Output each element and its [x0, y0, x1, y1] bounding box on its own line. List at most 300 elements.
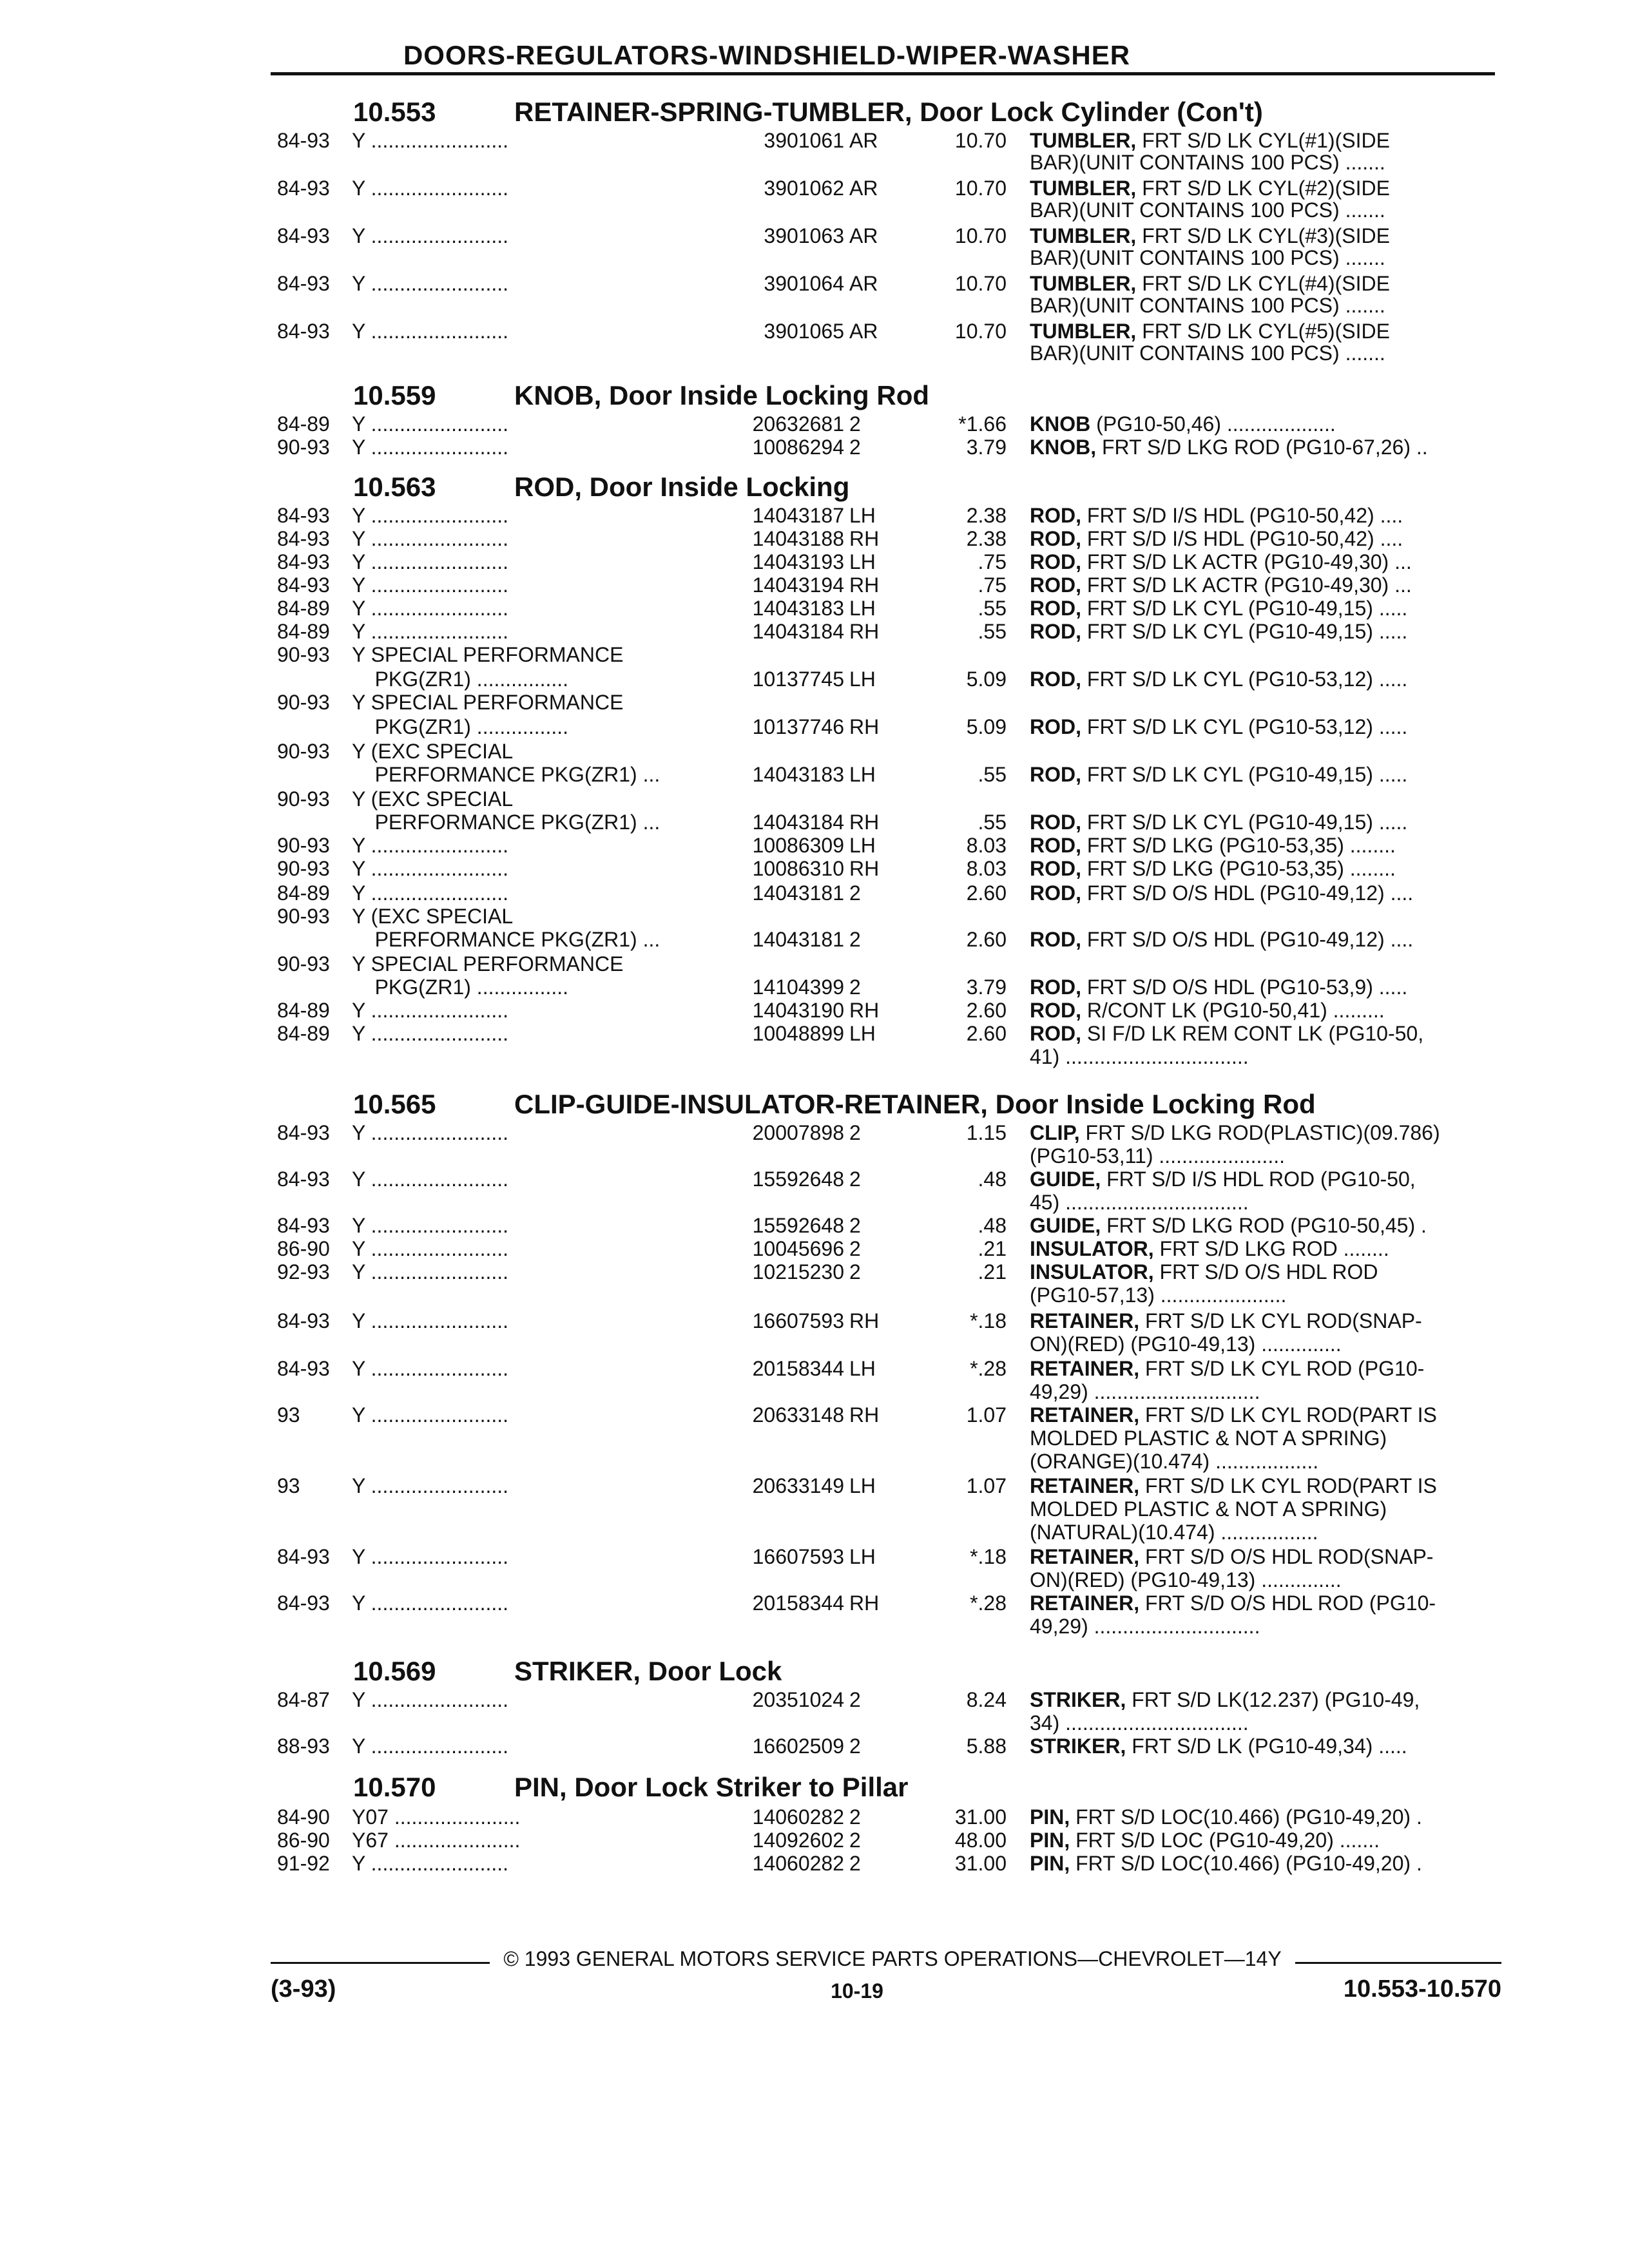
- part-description: [1030, 1237, 1500, 1261]
- part-description: [1030, 1022, 1500, 1046]
- part-description: [1030, 1121, 1500, 1145]
- model-applicability: Y ........................: [352, 436, 509, 459]
- description-text: FRT S/D LK(12.237) (PG10-49,: [1126, 1688, 1420, 1711]
- description-text: R/CONT LK (PG10-50,41) .........: [1081, 999, 1385, 1022]
- table-row: [0, 715, 1629, 741]
- quantity: 2: [849, 436, 861, 459]
- table-row: [0, 294, 1629, 320]
- description-keyword: STRIKER,: [1030, 1688, 1126, 1711]
- part-description: [1030, 504, 1500, 528]
- part-number: 14043183: [752, 597, 844, 620]
- model-years: 93: [277, 1474, 300, 1497]
- model-applicability: Y ........................: [352, 1591, 509, 1615]
- model-applicability: Y ........................: [352, 224, 509, 247]
- table-row: [0, 1497, 1629, 1523]
- table-row: [0, 1545, 1629, 1571]
- model-applicability: Y SPECIAL PERFORMANCE: [352, 691, 624, 714]
- part-description: [1030, 1450, 1500, 1474]
- description-text: FRT S/D O/S HDL ROD: [1153, 1260, 1378, 1283]
- list-price: 10.70: [954, 177, 1007, 200]
- description-keyword: CLIP,: [1030, 1121, 1080, 1144]
- quantity: RH: [849, 857, 880, 880]
- table-row: [0, 881, 1629, 907]
- part-number: 14043188: [752, 527, 844, 550]
- model-years: 84-93: [277, 550, 330, 573]
- list-price: .48: [978, 1214, 1007, 1237]
- quantity: LH: [849, 1474, 876, 1497]
- part-description: [1030, 550, 1500, 574]
- list-price: 5.09: [966, 715, 1007, 738]
- list-price: 1.15: [966, 1121, 1007, 1144]
- part-description: [1030, 527, 1500, 551]
- quantity: 2: [849, 1237, 861, 1260]
- description-keyword: ROD,: [1030, 550, 1081, 573]
- model-years: 84-89: [277, 620, 330, 643]
- part-description: [1030, 436, 1500, 459]
- description-keyword: RETAINER,: [1030, 1474, 1140, 1497]
- quantity: RH: [849, 527, 880, 550]
- table-row: [0, 550, 1629, 576]
- model-years: 84-93: [277, 1545, 330, 1568]
- model-applicability: Y ........................: [352, 1852, 509, 1875]
- table-row: [0, 1688, 1629, 1714]
- list-price: *.28: [970, 1591, 1007, 1615]
- description-keyword: TUMBLER,: [1030, 177, 1137, 200]
- part-number: 14043181: [752, 881, 844, 905]
- part-number: 20158344: [752, 1591, 844, 1615]
- model-applicability: Y07 ......................: [352, 1805, 521, 1829]
- part-description: [1030, 811, 1500, 834]
- table-row: [0, 1568, 1629, 1594]
- model-years: 84-89: [277, 881, 330, 905]
- description-text: FRT S/D LK CYL (PG10-53,12) .....: [1081, 715, 1408, 738]
- model-applicability: Y ........................: [352, 177, 509, 200]
- model-applicability: Y SPECIAL PERFORMANCE: [352, 643, 624, 666]
- table-row: [0, 1309, 1629, 1335]
- description-keyword: RETAINER,: [1030, 1591, 1140, 1615]
- part-description: [1030, 834, 1500, 858]
- list-price: 3.79: [966, 436, 1007, 459]
- part-number: 14043183: [752, 763, 844, 786]
- table-row: [0, 1332, 1629, 1358]
- quantity: 2: [849, 1735, 861, 1758]
- table-row: [0, 1214, 1629, 1240]
- model-years: 84-93: [277, 527, 330, 550]
- table-row: [0, 811, 1629, 836]
- description-keyword: ROD,: [1030, 763, 1081, 786]
- quantity: LH: [849, 504, 876, 527]
- part-number: 3901061: [764, 129, 844, 152]
- model-applicability: PKG(ZR1) ................: [352, 715, 569, 738]
- quantity: 2: [849, 1260, 861, 1283]
- quantity: RH: [849, 715, 880, 738]
- model-applicability: Y ........................: [352, 1260, 509, 1283]
- part-description: [1030, 1568, 1500, 1592]
- list-price: *.18: [970, 1545, 1007, 1568]
- quantity: RH: [849, 620, 880, 643]
- list-price: .55: [978, 811, 1007, 834]
- part-description: [1030, 1497, 1500, 1521]
- part-description: [1030, 975, 1500, 999]
- part-description: [1030, 881, 1500, 905]
- description-text: FRT S/D O/S HDL (PG10-49,12) ....: [1081, 928, 1414, 951]
- page-title: DOORS-REGULATORS-WINDSHIELD-WIPER-WASHER: [403, 40, 1131, 70]
- description-keyword: ROD,: [1030, 527, 1081, 550]
- section-heading: [353, 472, 849, 503]
- part-description: [1030, 1332, 1500, 1356]
- part-number: 3901064: [764, 272, 844, 295]
- description-text: 49,29) .............................: [1030, 1615, 1260, 1638]
- table-row: [0, 198, 1629, 224]
- description-text: FRT S/D LKG (PG10-53,35) ........: [1081, 834, 1396, 857]
- list-price: 10.70: [954, 129, 1007, 152]
- list-price: 10.70: [954, 224, 1007, 247]
- quantity: LH: [849, 834, 876, 857]
- model-applicability: Y ........................: [352, 1309, 509, 1332]
- description-text: FRT S/D LKG ROD (PG10-50,45) .: [1101, 1214, 1427, 1237]
- model-applicability: Y SPECIAL PERFORMANCE: [352, 952, 624, 975]
- quantity: LH: [849, 763, 876, 786]
- part-number: 16602509: [752, 1735, 844, 1758]
- model-years: 84-89: [277, 1022, 330, 1045]
- model-applicability: Y ........................: [352, 129, 509, 152]
- description-text: FRT S/D LK CYL ROD(PART IS: [1139, 1403, 1437, 1427]
- part-number: 20633149: [752, 1474, 844, 1497]
- model-applicability: Y (EXC SPECIAL: [352, 740, 514, 763]
- quantity: 2: [849, 1688, 861, 1711]
- part-number: 3901062: [764, 177, 844, 200]
- description-text: FRT S/D LK ACTR (PG10-49,30) ...: [1081, 550, 1412, 573]
- part-number: 20633148: [752, 1403, 844, 1427]
- description-text: FRT S/D O/S HDL (PG10-49,12) ....: [1081, 881, 1414, 905]
- model-years: 90-93: [277, 436, 330, 459]
- description-text: FRT S/D LKG ROD ........: [1153, 1237, 1389, 1260]
- part-description: [1030, 763, 1500, 787]
- part-number: 14060282: [752, 1852, 844, 1875]
- description-text: (ORANGE)(10.474) ..................: [1030, 1450, 1319, 1473]
- footer-rule-right: [1295, 1962, 1501, 1964]
- table-row: [0, 763, 1629, 789]
- table-row: [0, 668, 1629, 693]
- table-row: [0, 1191, 1629, 1216]
- model-years: 84-87: [277, 1688, 330, 1711]
- table-row: [0, 975, 1629, 1001]
- model-years: 84-93: [277, 1309, 330, 1332]
- quantity: AR: [849, 272, 878, 295]
- quantity: RH: [849, 999, 880, 1022]
- table-row: [0, 620, 1629, 646]
- description-keyword: ROD,: [1030, 668, 1081, 691]
- section-title: ROD, Door Inside Locking: [514, 472, 850, 502]
- part-number: 16607593: [752, 1309, 844, 1332]
- part-description: [1030, 1852, 1500, 1876]
- description-keyword: RETAINER,: [1030, 1545, 1140, 1568]
- part-description: [1030, 999, 1500, 1023]
- description-keyword: TUMBLER,: [1030, 224, 1137, 247]
- section-number: 10.569: [353, 1656, 436, 1686]
- description-keyword: ROD,: [1030, 928, 1081, 951]
- description-keyword: TUMBLER,: [1030, 320, 1137, 343]
- model-years: 86-90: [277, 1237, 330, 1260]
- part-description: [1030, 928, 1500, 952]
- model-years: 84-93: [277, 177, 330, 200]
- list-price: 8.24: [966, 1688, 1007, 1711]
- table-row: [0, 952, 1629, 978]
- model-years: 90-93: [277, 857, 330, 880]
- part-description: [1030, 341, 1500, 365]
- quantity: AR: [849, 177, 878, 200]
- model-applicability: Y (EXC SPECIAL: [352, 787, 514, 811]
- table-row: [0, 1283, 1629, 1309]
- list-price: 1.07: [966, 1403, 1007, 1427]
- part-description: [1030, 246, 1500, 270]
- model-applicability: PKG(ZR1) ................: [352, 668, 569, 691]
- model-applicability: Y ........................: [352, 1168, 509, 1191]
- model-applicability: Y ........................: [352, 597, 509, 620]
- part-description: [1030, 620, 1500, 644]
- description-text: 45) ................................: [1030, 1191, 1249, 1214]
- table-row: [0, 1521, 1629, 1546]
- model-applicability: Y (EXC SPECIAL: [352, 905, 514, 928]
- list-price: .75: [978, 573, 1007, 597]
- section-heading: [353, 380, 929, 411]
- quantity: 2: [849, 975, 861, 999]
- table-row: [0, 1260, 1629, 1286]
- description-text: FRT S/D LK CYL ROD (PG10-: [1139, 1357, 1425, 1380]
- list-price: 1.07: [966, 1474, 1007, 1497]
- section-number: 10.559: [353, 380, 436, 410]
- part-number: 20632681: [752, 412, 844, 436]
- footer-page-number: 10-19: [831, 1979, 883, 2003]
- table-row: [0, 1022, 1629, 1048]
- list-price: 2.38: [966, 527, 1007, 550]
- description-text: FRT S/D LKG ROD(PLASTIC)(09.786): [1079, 1121, 1440, 1144]
- model-applicability: PERFORMANCE PKG(ZR1) ...: [352, 763, 660, 786]
- table-row: [0, 999, 1629, 1024]
- description-text: FRT S/D LK CYL (PG10-53,12) .....: [1081, 668, 1408, 691]
- list-price: .75: [978, 550, 1007, 573]
- description-text: FRT S/D LK CYL (PG10-49,15) .....: [1081, 811, 1408, 834]
- part-description: [1030, 1283, 1500, 1307]
- description-keyword: PIN,: [1030, 1829, 1070, 1852]
- table-row: [0, 1735, 1629, 1760]
- part-description: [1030, 1357, 1500, 1381]
- description-text: FRT S/D LK CYL ROD(PART IS: [1139, 1474, 1437, 1497]
- quantity: RH: [849, 1591, 880, 1615]
- table-row: [0, 1829, 1629, 1854]
- list-price: 5.88: [966, 1735, 1007, 1758]
- part-number: 3901063: [764, 224, 844, 247]
- part-description: [1030, 1615, 1500, 1639]
- description-keyword: ROD,: [1030, 975, 1081, 999]
- section-number: 10.565: [353, 1089, 436, 1119]
- part-description: [1030, 272, 1500, 296]
- model-years: 90-93: [277, 834, 330, 857]
- list-price: .48: [978, 1168, 1007, 1191]
- part-description: [1030, 1735, 1500, 1758]
- section-number: 10.570: [353, 1772, 436, 1802]
- model-applicability: Y ........................: [352, 1735, 509, 1758]
- part-description: [1030, 1427, 1500, 1450]
- description-keyword: ROD,: [1030, 857, 1081, 880]
- description-text: FRT S/D O/S HDL ROD(SNAP-: [1139, 1545, 1434, 1568]
- list-price: 48.00: [954, 1829, 1007, 1852]
- table-row: [0, 1168, 1629, 1193]
- part-description: [1030, 1711, 1500, 1735]
- description-keyword: ROD,: [1030, 620, 1081, 643]
- section-title: CLIP-GUIDE-INSULATOR-RETAINER, Door Inside Locking Rod: [514, 1089, 1316, 1119]
- description-keyword: ROD,: [1030, 1022, 1081, 1045]
- model-years: 84-89: [277, 597, 330, 620]
- table-row: [0, 1615, 1629, 1640]
- list-price: 5.09: [966, 668, 1007, 691]
- quantity: 2: [849, 928, 861, 951]
- part-number: 10137745: [752, 668, 844, 691]
- model-years: 90-93: [277, 787, 330, 811]
- model-years: 84-93: [277, 504, 330, 527]
- part-number: 10086294: [752, 436, 844, 459]
- model-years: 84-93: [277, 320, 330, 343]
- model-applicability: Y ........................: [352, 857, 509, 880]
- description-keyword: ROD,: [1030, 881, 1081, 905]
- model-applicability: Y ........................: [352, 1545, 509, 1568]
- description-text: SI F/D LK REM CONT LK (PG10-50,: [1081, 1022, 1424, 1045]
- description-text: FRT S/D LK CYL(#5)(SIDE: [1136, 320, 1390, 343]
- table-row: [0, 246, 1629, 272]
- table-row: [0, 151, 1629, 177]
- description-keyword: GUIDE,: [1030, 1214, 1101, 1237]
- section-heading: [353, 1772, 908, 1803]
- part-description: [1030, 715, 1500, 739]
- list-price: .55: [978, 763, 1007, 786]
- description-keyword: ROD,: [1030, 811, 1081, 834]
- quantity: AR: [849, 320, 878, 343]
- model-applicability: Y ........................: [352, 1357, 509, 1380]
- description-text: FRT S/D LK CYL (PG10-49,15) .....: [1081, 763, 1408, 786]
- list-price: 2.60: [966, 928, 1007, 951]
- model-years: 84-89: [277, 999, 330, 1022]
- part-description: [1030, 1045, 1500, 1069]
- description-text: BAR)(UNIT CONTAINS 100 PCS) .......: [1030, 246, 1385, 269]
- model-applicability: Y ........................: [352, 573, 509, 597]
- part-description: [1030, 1474, 1500, 1498]
- section-title: STRIKER, Door Lock: [514, 1656, 782, 1686]
- description-text: 49,29) .............................: [1030, 1380, 1260, 1403]
- table-row: [0, 857, 1629, 883]
- part-number: 10137746: [752, 715, 844, 738]
- description-text: FRT S/D O/S HDL ROD (PG10-: [1139, 1591, 1436, 1615]
- model-applicability: Y ........................: [352, 1688, 509, 1711]
- description-keyword: ROD,: [1030, 573, 1081, 597]
- part-number: 14104399: [752, 975, 844, 999]
- model-years: 84-93: [277, 1168, 330, 1191]
- part-description: [1030, 668, 1500, 691]
- table-row: [0, 1427, 1629, 1452]
- part-number: 10086309: [752, 834, 844, 857]
- section-number: 10.553: [353, 97, 436, 127]
- model-years: 84-93: [277, 1121, 330, 1144]
- part-number: 14043184: [752, 620, 844, 643]
- part-description: [1030, 1168, 1500, 1191]
- footer-date: (3-93): [271, 1975, 336, 2003]
- list-price: 8.03: [966, 834, 1007, 857]
- list-price: *1.66: [958, 412, 1007, 436]
- model-applicability: Y ........................: [352, 1403, 509, 1427]
- part-description: [1030, 857, 1500, 881]
- part-description: [1030, 1591, 1500, 1615]
- part-description: [1030, 1805, 1500, 1829]
- description-text: FRT S/D LK CYL (PG10-49,15) .....: [1081, 620, 1408, 643]
- part-number: 20158344: [752, 1357, 844, 1380]
- description-text: MOLDED PLASTIC & NOT A SPRING): [1030, 1427, 1387, 1450]
- description-keyword: TUMBLER,: [1030, 129, 1137, 152]
- part-description: [1030, 129, 1500, 153]
- model-years: 90-93: [277, 905, 330, 928]
- model-years: 90-93: [277, 952, 330, 975]
- model-applicability: Y ........................: [352, 1237, 509, 1260]
- description-text: FRT S/D I/S HDL (PG10-50,42) ....: [1081, 527, 1403, 550]
- model-applicability: Y ........................: [352, 1022, 509, 1045]
- list-price: .55: [978, 597, 1007, 620]
- model-years: 84-89: [277, 412, 330, 436]
- quantity: 2: [849, 1168, 861, 1191]
- part-number: 10048899: [752, 1022, 844, 1045]
- part-number: 14060282: [752, 1805, 844, 1829]
- description-text: FRT S/D LK ACTR (PG10-49,30) ...: [1081, 573, 1412, 597]
- quantity: AR: [849, 224, 878, 247]
- part-description: [1030, 1191, 1500, 1215]
- part-number: 14043194: [752, 573, 844, 597]
- part-description: [1030, 1521, 1500, 1544]
- list-price: 31.00: [954, 1805, 1007, 1829]
- section-heading: [353, 97, 1263, 128]
- table-row: [0, 905, 1629, 930]
- description-text: ON)(RED) (PG10-49,13) ..............: [1030, 1568, 1342, 1591]
- description-text: FRT S/D LOC(10.466) (PG10-49,20) .: [1070, 1805, 1422, 1829]
- model-applicability: Y ........................: [352, 1474, 509, 1497]
- part-description: [1030, 412, 1500, 436]
- list-price: *.28: [970, 1357, 1007, 1380]
- model-years: 84-93: [277, 224, 330, 247]
- description-text: FRT S/D LKG (PG10-53,35) ........: [1081, 857, 1396, 880]
- part-description: [1030, 1829, 1500, 1852]
- table-row: [0, 643, 1629, 669]
- list-price: *.18: [970, 1309, 1007, 1332]
- description-text: BAR)(UNIT CONTAINS 100 PCS) .......: [1030, 151, 1385, 174]
- quantity: 2: [849, 1852, 861, 1875]
- section-heading: [353, 1656, 782, 1687]
- description-keyword: RETAINER,: [1030, 1357, 1140, 1380]
- section-title: KNOB, Door Inside Locking Rod: [514, 380, 930, 410]
- list-price: 8.03: [966, 857, 1007, 880]
- part-description: [1030, 1309, 1500, 1333]
- list-price: 10.70: [954, 320, 1007, 343]
- list-price: .21: [978, 1260, 1007, 1283]
- table-row: [0, 1450, 1629, 1475]
- quantity: 2: [849, 881, 861, 905]
- description-text: FRT S/D LK CYL(#4)(SIDE: [1136, 272, 1390, 295]
- part-number: 20007898: [752, 1121, 844, 1144]
- description-text: FRT S/D O/S HDL (PG10-53,9) .....: [1081, 975, 1408, 999]
- quantity: 2: [849, 412, 861, 436]
- description-keyword: KNOB,: [1030, 436, 1097, 459]
- model-years: 84-93: [277, 129, 330, 152]
- description-keyword: INSULATOR,: [1030, 1260, 1154, 1283]
- table-row: [0, 1237, 1629, 1263]
- model-years: 90-93: [277, 643, 330, 666]
- list-price: .21: [978, 1237, 1007, 1260]
- model-applicability: Y ........................: [352, 527, 509, 550]
